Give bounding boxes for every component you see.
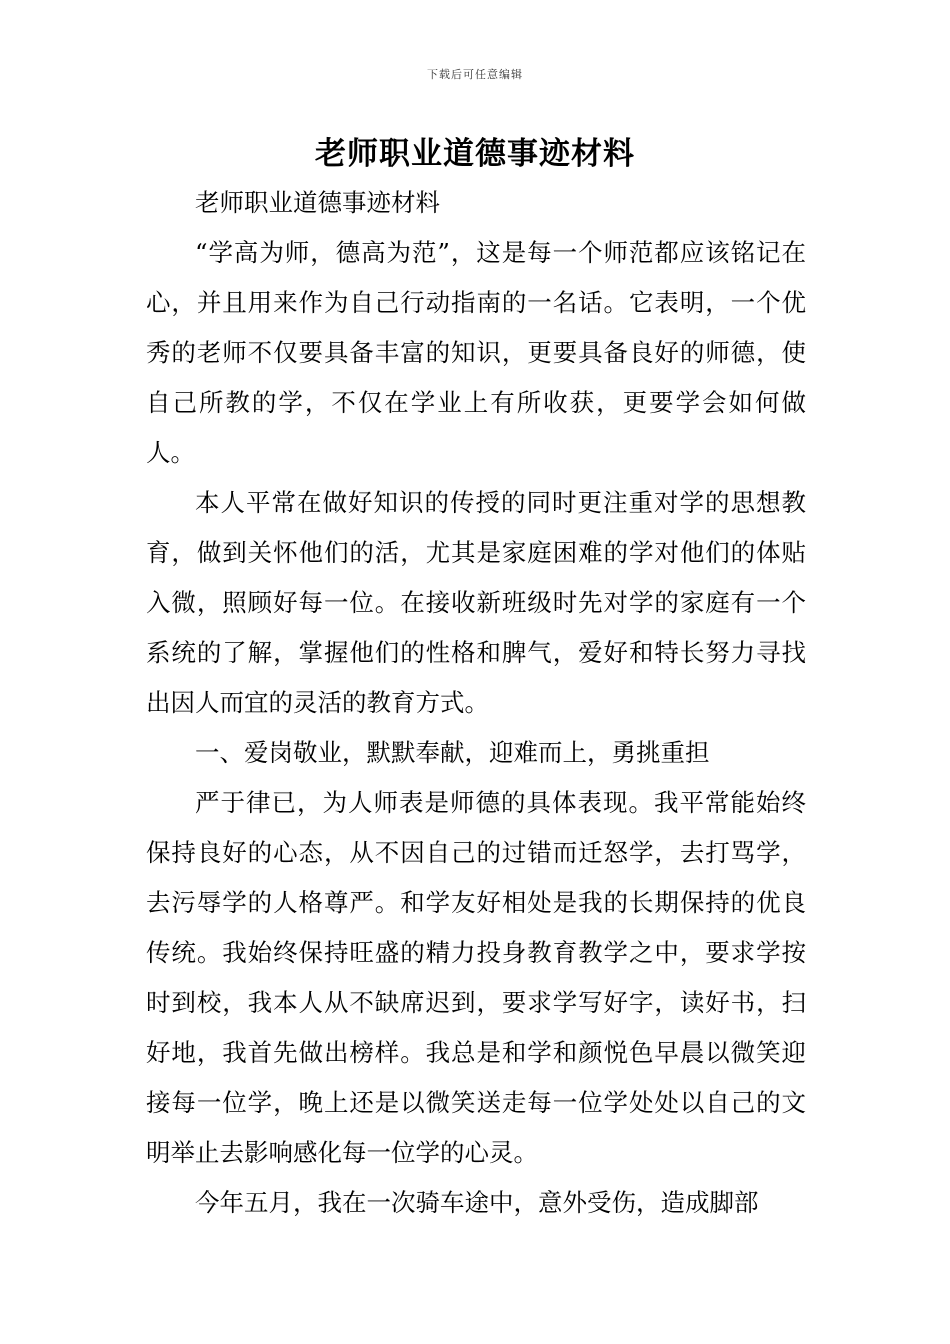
paragraph-2: 本人平常在做好知识的传授的同时更注重对学的思想教育，做到关怀他们的活，尤其是家庭困难的学对他们的体贴入微，照顾好每一位。在接收新班级时先对学的家庭有一个系统的了解，掌握他们的性格和脾气，爱好和特长努力寻找出因人而宜的灵活的教育方式。 [146, 488, 806, 717]
paragraph-1: “学高为师，德高为范”，这是每一个师范都应该铭记在心，并且用来作为自己行动指南的一名话。它表明，一个优秀的老师不仅要具备丰富的知识，更要具备良好的师德，使自己所教的学，不仅在学业上有所收获，更要学会如何做人。 [146, 238, 806, 467]
document-title: 老师职业道德事迹材料 [315, 136, 635, 172]
section-heading: 一、爱岗敬业，默默奉献，迎难而上，勇挑重担 [195, 738, 710, 767]
document-body [146, 178, 806, 1228]
document-subtitle: 老师职业道德事迹材料 [195, 188, 440, 217]
header-note: 下载后可任意编辑 [427, 68, 523, 81]
paragraph-3: 严于律已，为人师表是师德的具体表现。我平常能始终保持良好的心态，从不因自己的过错而迁怒学，去打骂学，去污辱学的人格尊严。和学友好相处是我的长期保持的优良传统。我始终保持旺盛的精力投身教育教学之中，要求学按时到校，我本人从不缺席迟到，要求学写好字，读好书，扫好地，我首先做出榜样。我总是和学和颜悦色早晨以微笑迎接每一位学，晚上还是以微笑送走每一位学处处以自己的文明举止去影响感化每一位学的心灵。 [146, 788, 806, 1167]
paragraph-4: 今年五月，我在一次骑车途中，意外受伤，造成脚部 [195, 1188, 759, 1217]
